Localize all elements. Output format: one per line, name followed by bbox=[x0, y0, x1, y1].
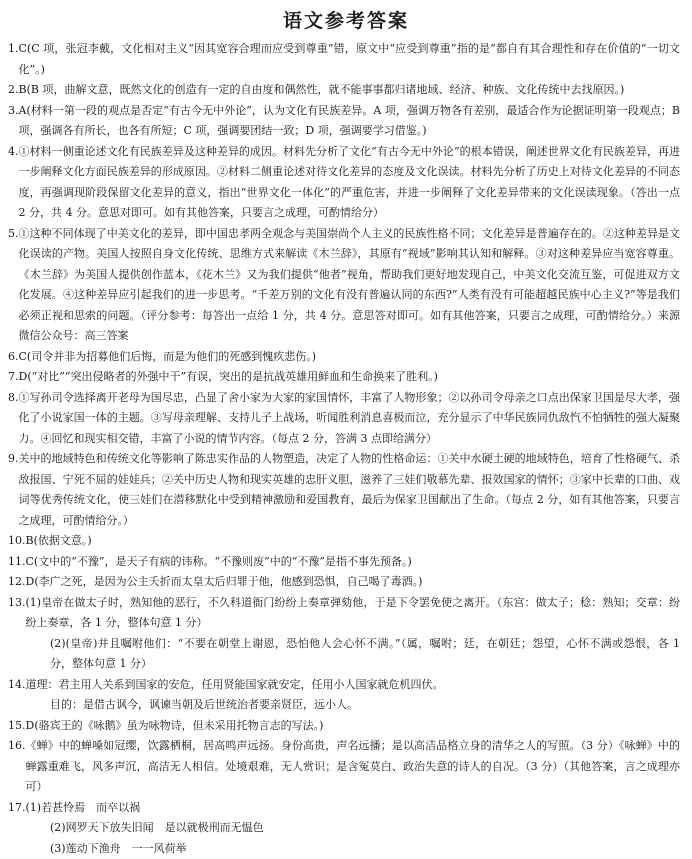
answer-text: C(司令并非为招募他们后悔，而是为他们的死感到愧疚悲伤。) bbox=[19, 347, 681, 368]
answer-number: 10. bbox=[8, 531, 26, 552]
answer-text: 道理：君主用人关系到国家的安危，任用贤能国家就安定，任用小人国家就危机四伏。 bbox=[26, 675, 681, 696]
answer-number: 1. bbox=[8, 39, 19, 80]
answer-item bbox=[8, 39, 680, 80]
answer-number bbox=[24, 818, 50, 839]
answer-text: 《蝉》中的蝉嗓如冠缨，饮露栖桐，居高鸣声远扬。身份高贵，声名远播；是以高洁品格立身的清华之人的写照。（3 分）《咏蝉》中的蝉露重难飞，风多声沉，高洁无人相信。处境艰难，无人赏识；是含冤莫白、政治失意的诗人的自况。（3 分）（其他答案，言之成理亦可） bbox=[26, 736, 681, 798]
answer-number: 5. bbox=[8, 224, 19, 347]
answer-text: C(C 项，张冠李戴，文化相对主义“因其宽容合理而应受到尊重”错，原文中“应受到尊重”指的是“都自有其合理性和存在价值的“一切文化”。) bbox=[19, 39, 681, 80]
answer-item bbox=[8, 388, 680, 450]
answer-item bbox=[8, 695, 680, 716]
answer-list bbox=[0, 30, 692, 859]
answer-text: D(“对比”“突出侵略者的外强中干”有误，突出的是抗战英雄用鲜血和生命换来了胜利。) bbox=[19, 367, 681, 388]
answer-item bbox=[8, 552, 680, 573]
answer-text: D(骆宾王的《咏鹅》虽为咏物诗，但未采用托物言志的写法。) bbox=[26, 716, 681, 737]
answer-number bbox=[24, 695, 50, 716]
answer-item bbox=[8, 572, 680, 593]
answer-text: (2)网罗天下放失旧闻 是以就极刑而无愠色 bbox=[50, 818, 680, 839]
answer-text: ①写孙司令选择离开老母为国尽忠，凸显了舍小家为大家的家国情怀，丰富了人物形象；②以孙司令母亲之口点出保家卫国是尽大孝，强化了小说家国一体的主题。③写母亲理解、支持儿子上战场，听闻胜利消息喜极而泣，充分显示了中华民族同仇敌忾不怕牺牲的强大凝聚力。④回忆和现实相交错，丰富了小说的情节内容。（每点 2 分，答满 3 点即给满分） bbox=[19, 388, 681, 450]
answer-number: 13. bbox=[8, 593, 26, 634]
answer-item bbox=[8, 80, 680, 101]
answer-text: 目的：是借古讽今，讽谏当朝及后世统治者要亲贤臣，远小人。 bbox=[50, 695, 680, 716]
answer-text: C(文中的“不豫”，是天子有病的讳称。“不豫则废”中的“不豫”是指不事先预备。) bbox=[26, 552, 681, 573]
answer-number: 9. bbox=[8, 449, 19, 531]
answer-text: (3)莲动下渔舟 一一风荷举 bbox=[50, 839, 680, 859]
answer-item bbox=[8, 634, 680, 675]
answer-item bbox=[8, 101, 680, 142]
answer-number: 16. bbox=[8, 736, 26, 798]
answer-text: (2)(皇帝)并且嘱咐他们：“不要在朝堂上谢恩，恐怕他人会心怀不满。”（属，嘱咐；廷，在朝廷；怨望，心怀不满或怨恨，各 1 分，整体句意 1 分） bbox=[50, 634, 680, 675]
answer-number: 6. bbox=[8, 347, 19, 368]
answer-text: (1)若甚怜焉 而卒以祸 bbox=[26, 798, 681, 819]
answer-item bbox=[8, 593, 680, 634]
answer-item bbox=[8, 839, 680, 859]
answer-number: 4. bbox=[8, 142, 19, 224]
answer-number: 2. bbox=[8, 80, 19, 101]
answer-text: (1)皇帝在做太子时，熟知他的恶行，不久科道衙门纷纷上奏章弹劾他，于是下令罢免使之离开。（东宫：做太子；稔：熟知；交章：纷纷上奏章，各 1 分，整体句意 1 分） bbox=[26, 593, 681, 634]
answer-item bbox=[8, 675, 680, 696]
answer-item bbox=[8, 736, 680, 798]
answer-number: 3. bbox=[8, 101, 19, 142]
answer-number bbox=[24, 634, 50, 675]
answer-text: ①材料一侧重论述文化有民族差异及这种差异的成因。材料先分析了文化“有古今无中外论”的根本错误，阐述世界文化有民族差异，再进一步阐释文化方面民族差异的形成原因。②材料二侧重论述对待文化差异的态度及文化误读。材料先分析了历史上对待文化差异的不同态度，再强调现阶段保留文化差异的意义，指出“世界文化一体化”的严重危害，并进一步阐释了文化差异带来的文化误读现象。（答出一点 2 分，共 4 分。意思对即可。如有其他答案，只要言之成理，可酌情给分） bbox=[19, 142, 681, 224]
answer-item bbox=[8, 449, 680, 531]
answer-text: B(B 项，曲解文意，既然文化的创造有一定的自由度和偶然性，就不能事事都归诸地域、经济、种族、文化传统中去找原因。) bbox=[19, 80, 681, 101]
answer-item bbox=[8, 367, 680, 388]
answer-item bbox=[8, 347, 680, 368]
answer-number: 7. bbox=[8, 367, 19, 388]
answer-item bbox=[8, 142, 680, 224]
answer-number: 12. bbox=[8, 572, 26, 593]
answer-item bbox=[8, 716, 680, 737]
answer-number: 14. bbox=[8, 675, 26, 696]
answer-text: B(依据文意。) bbox=[26, 531, 681, 552]
page-title: 语文参考答案 bbox=[0, 0, 692, 30]
answer-text: ①这种不同体现了中美文化的差异，即中国忠孝两全观念与美国崇尚个人主义的民族性格不同；文化差异是普遍存在的。②这种差异是文化误读的产物。美国人按照自身文化传统、思维方式来解读《木兰辞》，其原有“视域”影响其认知和解释。③对这种差异应当宽容尊重。《木兰辞》为美国人提供创作蓝本，《花木兰》又为我们提供“他者”视角，帮助我们更好地发现自己，中美文化交流互鉴，可促进双方文化发展。④这种差异应引起我们的进一步思考。“千差万别的文化有没有普遍认同的东西?”人类有没有可能超越民族中心主义?”等是我们必须正视和思索的问题。（评分参考：每答出一点给 1 分，共 4 分。意思答对即可。如有其他答案，只要言之成理，可酌情给分。）来源微信公众号：高三答案 bbox=[19, 224, 681, 347]
answer-number: 11. bbox=[8, 552, 26, 573]
answer-item bbox=[8, 224, 680, 347]
answer-number: 15. bbox=[8, 716, 26, 737]
answer-number: 17. bbox=[8, 798, 26, 819]
answer-text: A(材料一第一段的观点是否定“有古今无中外论”，认为文化有民族差异。A 项，强调万物各有差别，最适合作为论据证明第一段观点；B 项，强调各有所长，也各有所短；C 项，强调要团结一致；D 项，强调要学习借鉴。) bbox=[19, 101, 681, 142]
answer-number bbox=[24, 839, 50, 859]
answer-number: 8. bbox=[8, 388, 19, 450]
answer-item bbox=[8, 531, 680, 552]
answer-text: D(李广之死，是因为公主夭折而太皇太后归罪于他，他感到恐惧，自己喝了毒酒。) bbox=[26, 572, 681, 593]
answer-text: 关中的地域特色和传统文化等影响了陈忠实作品的人物塑造，决定了人物的性格命运：①关中水硬土硬的地域特色，培育了性格硬气、杀敌报国、宁死不屈的娃娃兵；②关中历史人物和现实英雄的忠肝义胆，滋养了三娃们敬慕先辈、报效国家的情怀；③家中长辈的口曲、戏词等优秀传统文化，使三娃们在潜移默化中受到精神激励和爱国教育，最后为保家卫国献出了生命。（每点 2 分，如有其他答案，只要言之成理，可酌情给分。） bbox=[19, 449, 681, 531]
answer-item bbox=[8, 818, 680, 839]
answer-item bbox=[8, 798, 680, 819]
